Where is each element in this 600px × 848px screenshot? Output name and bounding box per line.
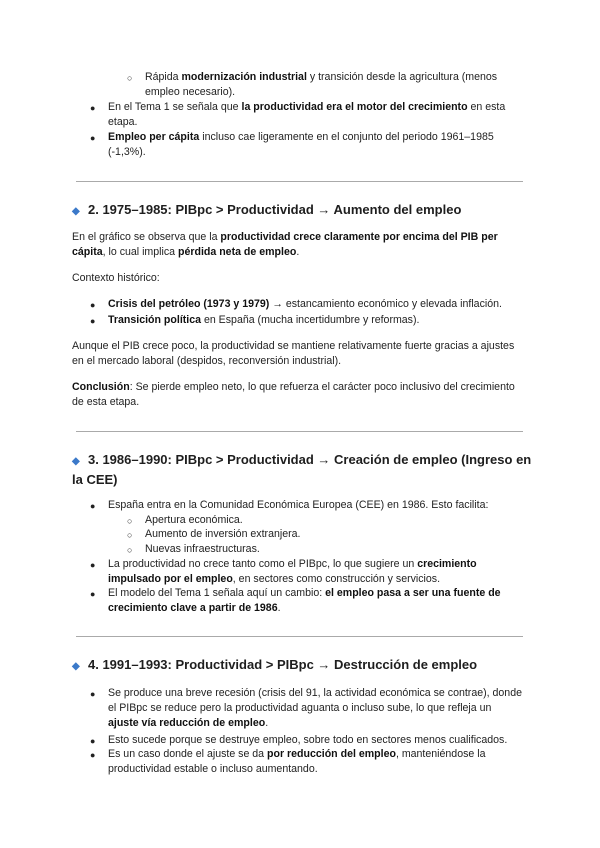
list-item: Se produce una breve recesión (crisis del 91, la actividad económica se contrae), donde el PIBpc se reduce pero la productividad aguanta o incluso sube, lo que refleja un ajuste vía reducción de empleo.: [108, 687, 522, 729]
section-heading: ◆ 3. 1986–1990: PIBpc > Productividad → Creación de empleo (Ingreso en la CEE): [72, 452, 532, 487]
list-item: Esto sucede porque se destruye empleo, sobre todo en sectores menos cualificados.: [108, 734, 508, 746]
bullet-icon: ●: [90, 589, 96, 599]
paragraph: En el gráfico se observa que la productividad crece claramente por encima del PIB per cápita, lo cual implica pérdida neta de empleo.: [72, 231, 498, 258]
bullet-icon: ●: [90, 300, 96, 310]
sub-bullet-icon: ○: [127, 73, 133, 83]
list-item: España entra en la Comunidad Económica Europea (CEE) en 1986. Esto facilita:: [108, 499, 489, 511]
diamond-icon: ◆: [72, 456, 80, 467]
list-item: Empleo per cápita incluso cae ligeramente en el conjunto del periodo 1961–1985 (-1,3%).: [108, 131, 494, 158]
divider: [76, 636, 523, 637]
list-item: Crisis del petróleo (1973 y 1979) → estancamiento económico y elevada inflación.: [108, 298, 502, 310]
bullet-icon: ●: [90, 316, 96, 326]
paragraph: Contexto histórico:: [72, 272, 160, 284]
list-item: El modelo del Tema 1 señala aquí un cambio: el empleo pasa a ser una fuente de crecimiento clave a partir de 1986.: [108, 587, 501, 614]
bullet-icon: ●: [90, 501, 96, 511]
section-heading: ◆ 2. 1975–1985: PIBpc > Productividad → Aumento del empleo: [72, 201, 532, 221]
list-item: La productividad no crece tanto como el PIBpc, lo que sugiere un crecimiento impulsado por el empleo, en sectores como construcción y servicios.: [108, 558, 477, 585]
divider: [76, 181, 523, 182]
sub-bullet-icon: ○: [127, 516, 133, 526]
sublist-item: Apertura económica.: [145, 514, 243, 526]
list-item: Es un caso donde el ajuste se da por reducción del empleo, manteniéndose la productividad estable o incluso aumentando.: [108, 748, 486, 775]
diamond-icon: ◆: [72, 206, 80, 217]
bullet-icon: ●: [90, 560, 96, 570]
list-item: Transición política en España (mucha incertidumbre y reformas).: [108, 314, 420, 326]
bullet-icon: ●: [90, 689, 96, 699]
divider: [76, 431, 523, 432]
section-heading: ◆ 4. 1991–1993: Productividad > PIBpc → Destrucción de empleo: [72, 656, 532, 676]
bullet-icon: ●: [90, 133, 96, 143]
list-item: En el Tema 1 se señala que la productividad era el motor del crecimiento en esta etapa.: [108, 101, 506, 128]
sub-bullet-icon: ○: [127, 530, 133, 540]
conclusion: Conclusión: Se pierde empleo neto, lo que refuerza el carácter poco inclusivo del crecimiento de esta etapa.: [72, 381, 515, 408]
sublist-item: Nuevas infraestructuras.: [145, 543, 260, 555]
diamond-icon: ◆: [72, 661, 80, 672]
sublist-item: Aumento de inversión extranjera.: [145, 528, 301, 540]
sublist-item: Rápida modernización industrial y transición desde la agricultura (menos empleo necesario).: [145, 71, 498, 98]
paragraph: Aunque el PIB crece poco, la productividad se mantiene relativamente fuerte gracias a ajustes en el mercado laboral (despidos, reconversión industrial).: [72, 340, 515, 367]
sub-bullet-icon: ○: [127, 545, 133, 555]
bullet-icon: ●: [90, 736, 96, 746]
bullet-icon: ●: [90, 750, 96, 760]
bullet-icon: ●: [90, 103, 96, 113]
